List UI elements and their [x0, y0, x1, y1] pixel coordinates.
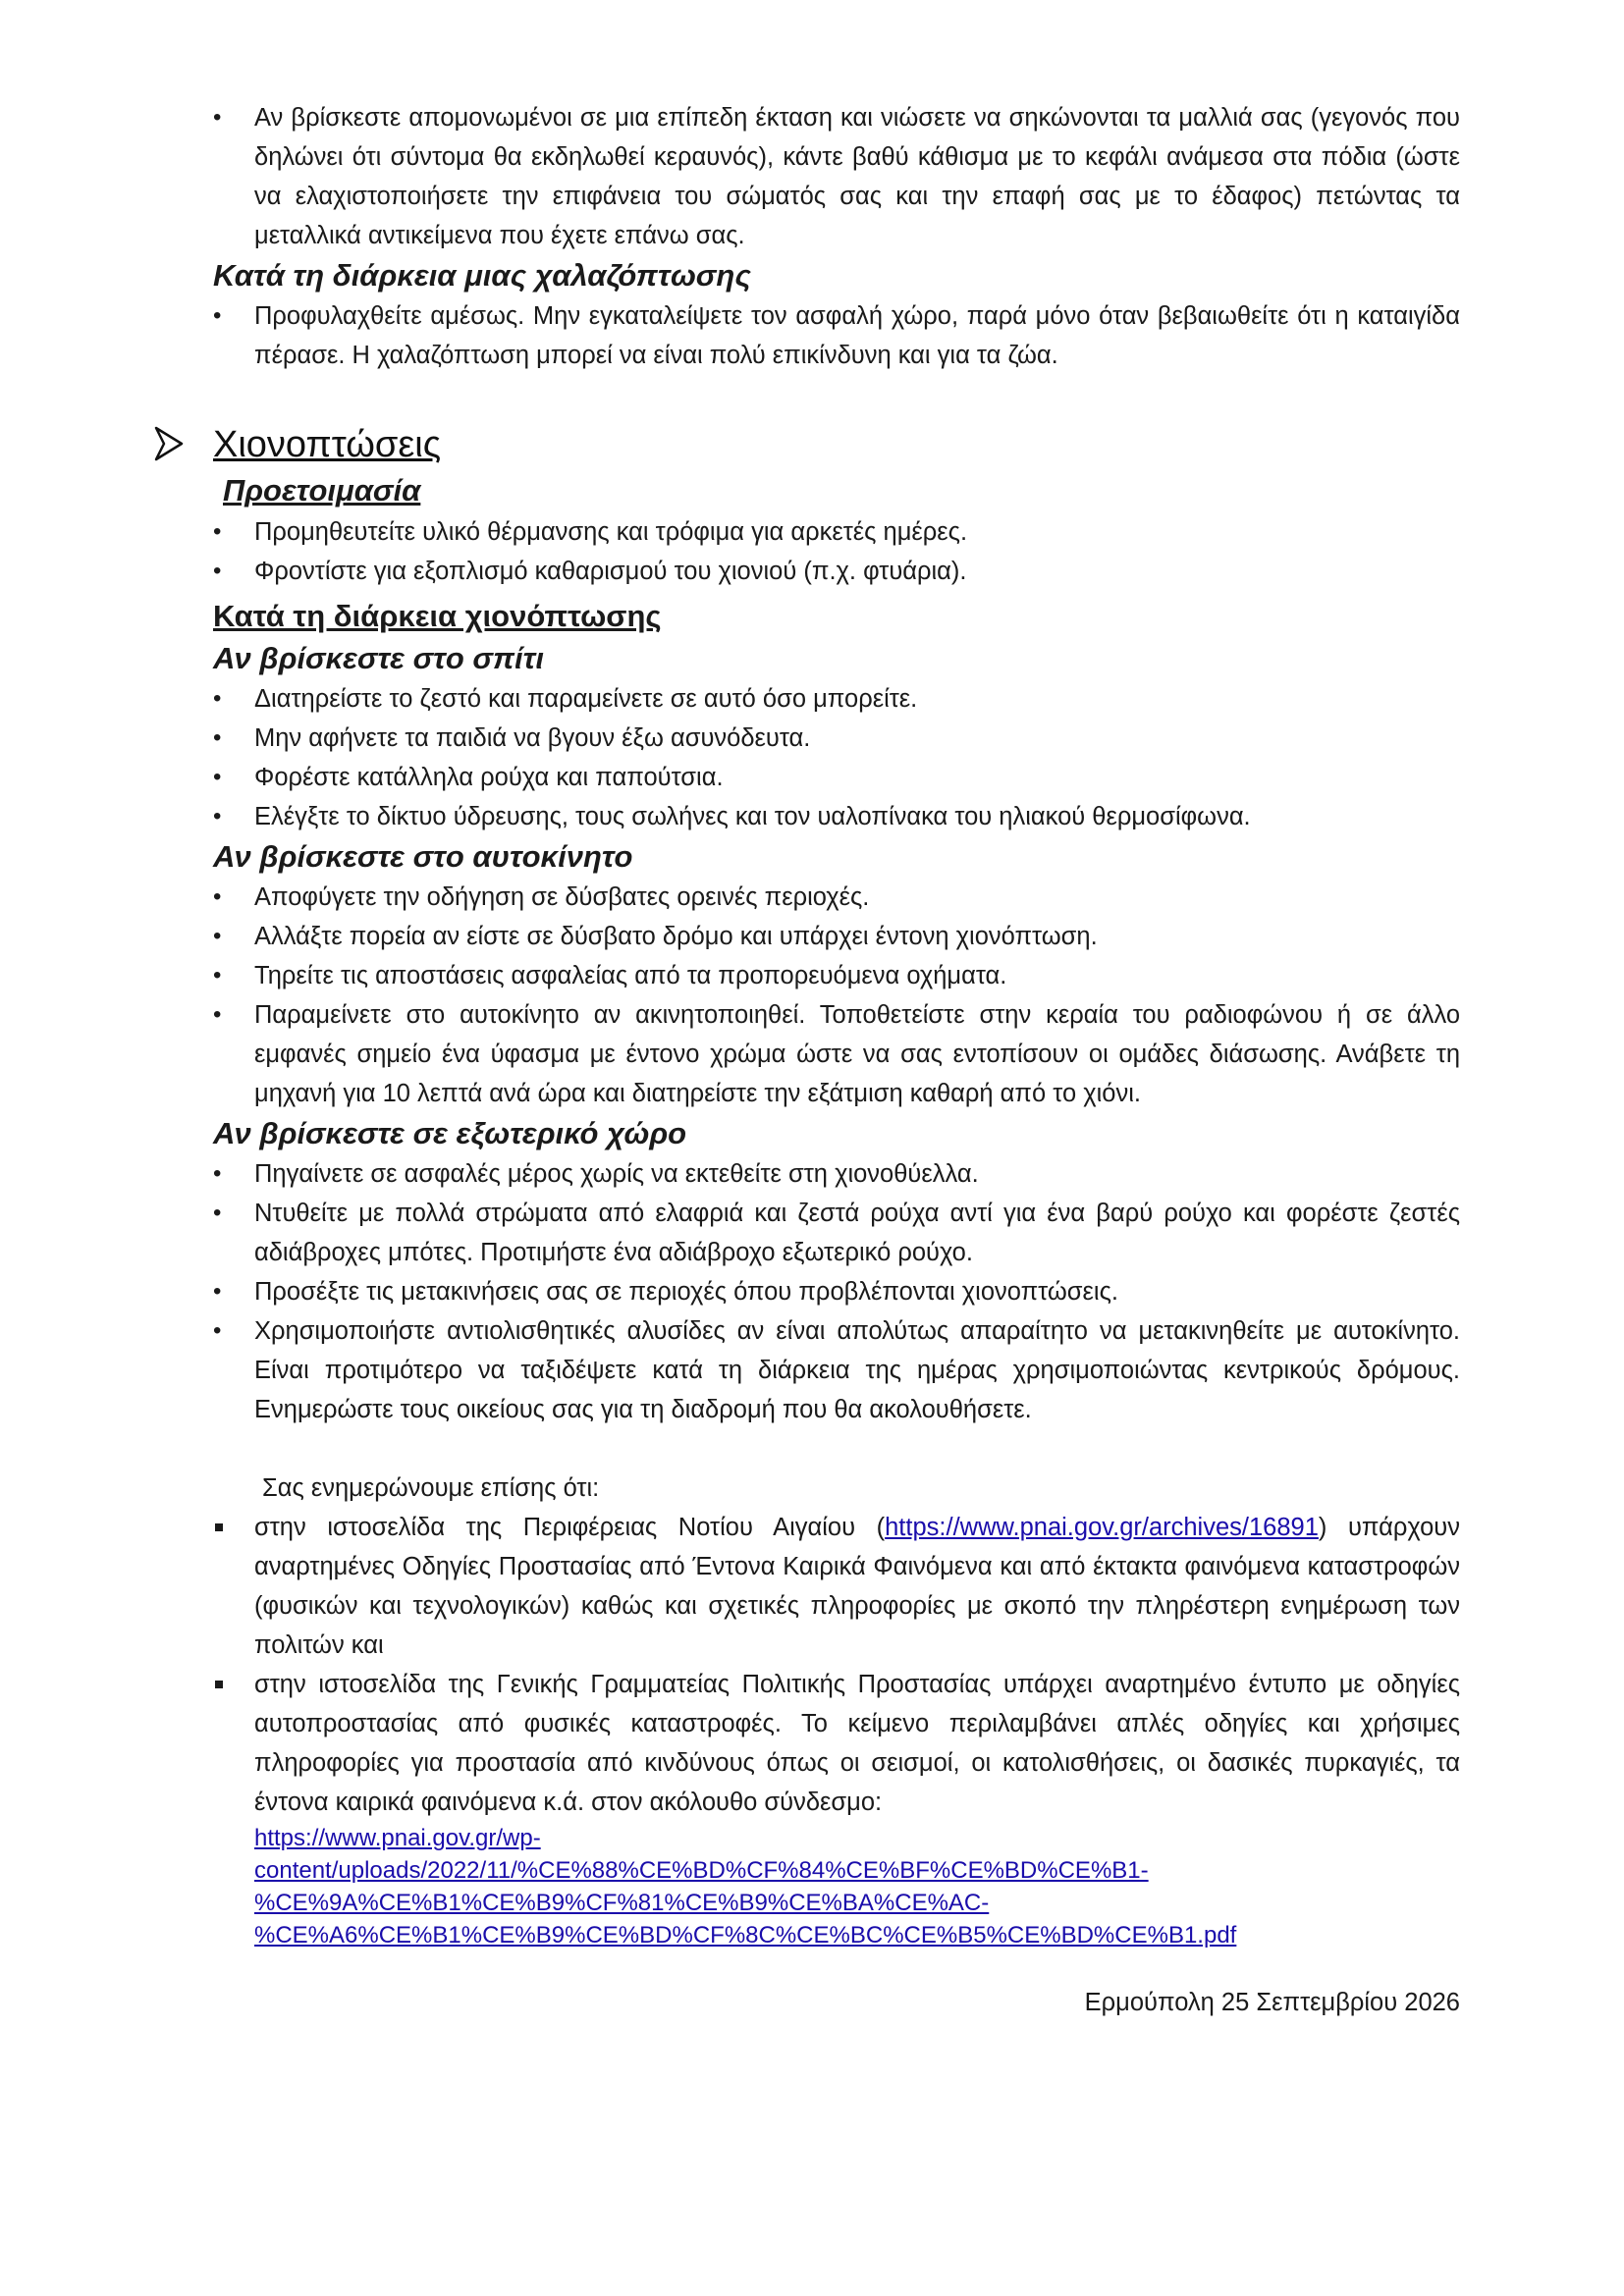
preparation-list [213, 512, 1460, 591]
list-item: • Φορέστε κατάλληλα ρούχα και παπούτσια. [213, 758, 1460, 797]
list-item: στην ιστοσελίδα της Γενικής Γραμματείας Πολιτικής Προστασίας υπάρχει αναρτημένο έντυπο με οδηγίες αυτοπροστασίας από φυσικές καταστροφές. Το κείμενο περιλαμβάνει απλές οδηγίες και χρήσιμες πληροφορίες για προστασία από κινδύνους όπως οι σεισμοί, οι κατολισθήσεις, οι δασικές πυρκαγιές, τα έντονα καιρικά φαινόμενα κ.ά. στον ακόλουθο σύνδεσμο: [213, 1665, 1460, 1822]
hail-list [213, 296, 1460, 375]
document-body [213, 98, 1460, 1951]
during-snowfall-heading: Κατά τη διάρκεια χιονόπτωσης [213, 599, 662, 633]
list-item: • Μην αφήνετε τα παιδιά να βγουν έξω ασυνόδευτα. [213, 719, 1460, 758]
preparation-heading: Προετοιμασία [223, 473, 421, 507]
list-item: • Ελέγξτε το δίκτυο ύδρευσης, τους σωλήνες και τον υαλοπίνακα του ηλιακού θερμοσίφωνα. [213, 797, 1460, 836]
pdf-link-line[interactable]: content/uploads/2022/11/%CE%88%CE%BD%CF%84%CE%BF%CE%BD%CE%B1- [254, 1857, 1149, 1884]
lightning-list [213, 98, 1460, 255]
pnai-archives-link[interactable]: https://www.pnai.gov.gr/archives/16891 [885, 1514, 1319, 1541]
info-list [213, 1508, 1460, 1822]
list-item: • Διατηρείστε το ζεστό και παραμείνετε σε αυτό όσο μπορείτε. [213, 679, 1460, 719]
pdf-link[interactable] [213, 1822, 1460, 1951]
list-item [213, 1508, 1460, 1665]
list-item: • Προσέξτε τις μετακινήσεις σας σε περιοχές όπου προβλέπονται χιονοπτώσεις. [213, 1272, 1460, 1311]
pdf-link-line[interactable]: %CE%A6%CE%B1%CE%B9%CE%BD%CF%8C%CE%BC%CE%B5%CE%BD%CE%B1.pdf [254, 1922, 1237, 1949]
arrow-bullet-icon [154, 426, 184, 461]
outdoor-list [213, 1154, 1460, 1429]
list-item: • Χρησιμοποιήστε αντιολισθητικές αλυσίδες αν είναι απολύτως απαραίτητο να μετακινηθείτε με αυτοκίνητο. Είναι προτιμότερο να ταξιδέψετε κατά τη διάρκεια της ημέρας χρησιμοποιώντας κεντρικούς δρόμους. Ενημερώστε τους οικείους σας για τη διαδρομή που θα ακολουθήσετε. [213, 1311, 1460, 1429]
pdf-link-line[interactable]: https://www.pnai.gov.gr/wp- [254, 1825, 541, 1851]
outdoor-heading: Αν βρίσκεστε σε εξωτερικό χώρο [213, 1116, 687, 1150]
list-item: • Πηγαίνετε σε ασφαλές μέρος χωρίς να εκτεθείτε στη χιονοθύελλα. [213, 1154, 1460, 1194]
list-item: • Προφυλαχθείτε αμέσως. Μην εγκαταλείψετε τον ασφαλή χώρο, παρά μόνο όταν βεβαιωθείτε ότι η καταιγίδα πέρασε. Η χαλαζόπτωση μπορεί να είναι πολύ επικίνδυνη και για τα ζώα. [213, 296, 1460, 375]
car-list [213, 878, 1460, 1113]
list-item: • Φροντίστε για εξοπλισμό καθαρισμού του χιονιού (π.χ. φτυάρια). [213, 552, 1460, 591]
list-item: • Αλλάξτε πορεία αν είστε σε δύσβατο δρόμο και υπάρχει έντονη χιονόπτωση. [213, 917, 1460, 956]
home-list [213, 679, 1460, 836]
info-item1-text: στην ιστοσελίδα της Περιφέρειας Νοτίου Αιγαίου ( [254, 1514, 886, 1541]
list-item: • Προμηθευτείτε υλικό θέρμανσης και τρόφιμα για αρκετές ημέρες. [213, 512, 1460, 552]
section-title: Χιονοπτώσεις [213, 424, 442, 465]
list-item: • Ντυθείτε με πολλά στρώματα από ελαφριά και ζεστά ρούχα αντί για ένα βαρύ ρούχο και φορέστε ζεστές αδιάβροχες μπότες. Προτιμήστε ένα αδιάβροχο εξωτερικό ρούχο. [213, 1194, 1460, 1272]
info-intro: Σας ενημερώνουμε επίσης ότι: [262, 1474, 600, 1502]
hail-heading: Κατά τη διάρκεια μιας χαλαζόπτωσης [213, 258, 751, 293]
home-heading: Αν βρίσκεστε στο σπίτι [213, 641, 544, 675]
list-item: • Παραμείνετε στο αυτοκίνητο αν ακινητοποιηθεί. Τοποθετείστε στην κεραία του ραδιοφώνου ή σε άλλο εμφανές σημείο ένα ύφασμα με έντονο χρώμα ώστε να σας εντοπίσουν οι ομάδες διάσωσης. Ανάβετε τη μηχανή για 10 λεπτά ανά ώρα και διατηρείστε την εξάτμιση καθαρή από το χιόνι. [213, 995, 1460, 1113]
list-item: • Αν βρίσκεστε απομονωμένοι σε μια επίπεδη έκταση και νιώσετε να σηκώνονται τα μαλλιά σας (γεγονός που δηλώνει ότι σύντομα θα εκδηλωθεί κεραυνός), κάντε βαθύ κάθισμα με το κεφάλι ανάμεσα στα πόδια (ώστε να ελαχιστοποιήσετε την επιφάνεια του σώματός σας και την επαφή σας με το έδαφος) πετώντας τα μεταλλικά αντικείμενα που έχετε επάνω σας. [213, 98, 1460, 255]
pdf-link-line[interactable]: %CE%9A%CE%B1%CE%B9%CF%81%CE%B9%CE%BA%CE%AC- [254, 1890, 990, 1916]
list-item: • Αποφύγετε την οδήγηση σε δύσβατες ορεινές περιοχές. [213, 878, 1460, 917]
car-heading: Αν βρίσκεστε στο αυτοκίνητο [213, 839, 633, 874]
place-date: Ερμούπολη 25 Σεπτεμβρίου 2026 [1084, 1989, 1460, 2016]
list-item: • Τηρείτε τις αποστάσεις ασφαλείας από τα προπορευόμενα οχήματα. [213, 956, 1460, 995]
info-item1-text-after: ) υπάρχουν αναρτημένες Οδηγίες Προστασίας από Έντονα Καιρικά Φαινόμενα και από έκτακτα φαινόμενα καταστροφών (φυσικών και τεχνολογικών) καθώς και σχετικές πληροφορίες με σκοπό την πληρέστερη ενημέρωση των πολιτών και [254, 1514, 1460, 1659]
snow-section-header [213, 420, 1460, 469]
